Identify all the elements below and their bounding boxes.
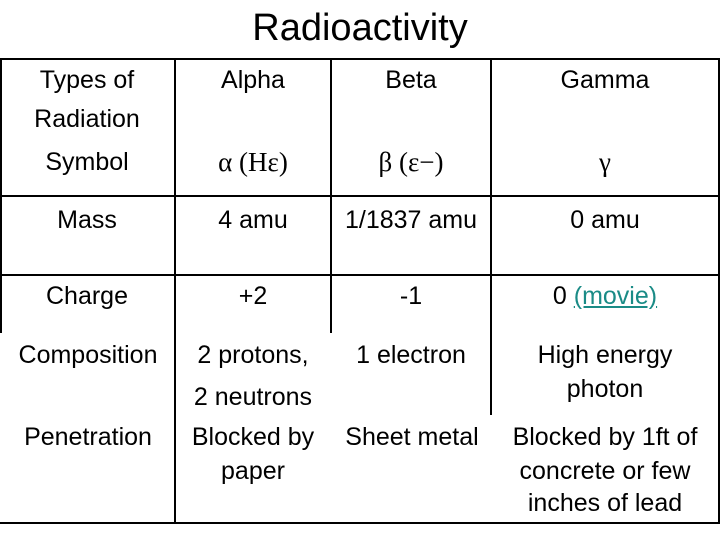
beta-charge: -1 bbox=[399, 282, 423, 310]
gamma-symbol: γ bbox=[599, 147, 611, 177]
penetration-label: Penetration bbox=[24, 423, 152, 451]
alpha-penetration-line1: Blocked by bbox=[191, 423, 315, 451]
gamma-penetration-line2: concrete or few bbox=[519, 457, 691, 485]
table-border-top bbox=[0, 58, 720, 60]
page-title: Radioactivity bbox=[252, 7, 468, 49]
gamma-charge bbox=[492, 279, 718, 313]
alpha-mass: 4 amu bbox=[218, 206, 288, 234]
row-divider-1 bbox=[0, 195, 720, 197]
row-divider-2 bbox=[0, 274, 720, 276]
movie-link[interactable]: (movie) bbox=[573, 282, 658, 310]
alpha-composition-line2: 2 neutrons bbox=[193, 383, 313, 411]
header-label-line1: Types of bbox=[39, 66, 135, 94]
charge-label: Charge bbox=[46, 282, 128, 310]
beta-composition: 1 electron bbox=[356, 341, 466, 369]
header-beta: Beta bbox=[385, 66, 437, 94]
gamma-penetration-line3: inches of lead bbox=[527, 489, 683, 517]
gamma-composition-line2: photon bbox=[566, 375, 644, 403]
alpha-symbol: α (Hε) bbox=[218, 147, 288, 177]
gamma-composition-line1: High energy bbox=[537, 341, 673, 369]
alpha-charge: +2 bbox=[238, 282, 268, 310]
beta-penetration: Sheet metal bbox=[345, 423, 479, 451]
beta-symbol: β (ε−) bbox=[378, 147, 444, 177]
gamma-penetration-line1: Blocked by 1ft of bbox=[512, 423, 698, 451]
header-alpha: Alpha bbox=[221, 66, 285, 94]
gamma-charge-value: 0 bbox=[552, 282, 567, 310]
header-label-line2: Radiation bbox=[34, 105, 140, 133]
gamma-mass: 0 amu bbox=[570, 206, 640, 234]
mass-label: Mass bbox=[57, 206, 117, 234]
beta-mass: 1/1837 amu bbox=[344, 206, 478, 234]
header-gamma: Gamma bbox=[560, 66, 650, 94]
alpha-penetration-line2: paper bbox=[221, 457, 285, 485]
table-border-bottom bbox=[0, 522, 720, 524]
composition-label: Composition bbox=[18, 341, 158, 369]
symbol-label: Symbol bbox=[45, 148, 129, 176]
alpha-composition-line1: 2 protons, bbox=[197, 341, 309, 369]
